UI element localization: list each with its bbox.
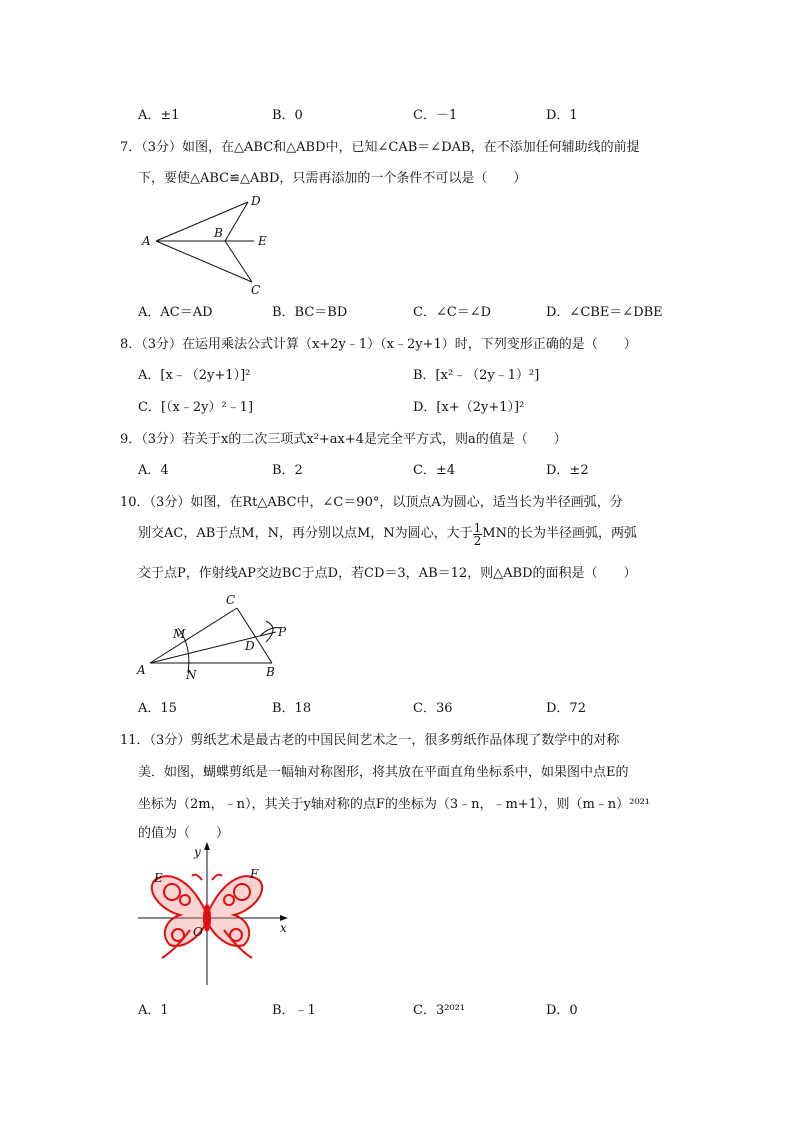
q9-option-d: D．±2 [546,463,589,478]
q10-figure [130,588,300,688]
q6-option-b: B．0 [272,108,303,123]
q11-option-b: B．﹣1 [272,1003,316,1018]
q10-stem-line3: 交于点P，作射线AP交边BC于点D，若CD＝3，AB＝12，则△ABD的面积是（ ） [138,566,637,581]
q9-stem: 9．（3分）若关于x的二次三项式x²+ax+4是完全平方式，则a的值是（ ） [120,432,567,447]
q7-label-a: A [142,234,151,248]
q10-fraction [473,522,483,547]
q8-option-a: A．[x﹣（2y+1）]² [138,368,251,383]
q11-stem-line3: 坐标为（2m，﹣n），其关于y轴对称的点F的坐标为（3﹣n，﹣m+1），则（m﹣n）²⁰²¹ [138,797,651,812]
q10-option-d: D．72 [546,701,586,716]
q7-stem-line1: 7．（3分）如图，在△ABC和△ABD中，已知∠CAB＝∠DAB，在不添加任何辅助线的前提 [120,140,640,155]
q8-option-c: C．[（x﹣2y）²﹣1] [138,400,254,415]
q6-option-d: D．1 [546,108,578,123]
q7-label-e: E [258,234,267,248]
q11-option-c: C．3²⁰²¹ [413,1003,466,1018]
q11-stem-line2: 美．如图，蝴蝶剪纸是一幅轴对称图形，将其放在平面直角坐标系中，如果图中点E的 [138,765,629,780]
q10-label-p: P [278,625,287,639]
q9-option-b: B．2 [272,463,303,478]
q10-label-a: A [137,663,146,677]
q8-stem: 8．（3分）在运用乘法公式计算（x+2y﹣1）（x﹣2y+1）时，下列变形正确的是（ ） [120,337,637,352]
q11-label-e: E [154,871,163,885]
q7-figure [130,190,280,295]
q10-label-n: N [186,668,197,682]
q8-option-d: D．[x+（2y+1）]² [413,400,525,415]
q10-stem-line1: 10．（3分）如图，在Rt△ABC中，∠C＝90°，以顶点A为圆心，适当长为半径画弧，分 [120,495,623,510]
q7-label-d: D [251,194,261,208]
q10-label-d: D [245,639,255,653]
q9-option-a: A．4 [138,463,169,478]
q10-label-c: C [226,593,236,607]
q11-label-o: O [193,925,203,939]
q10-frac-den: 2 [473,534,482,548]
q11-stem-line1: 11．（3分）剪纸艺术是最古老的中国民间艺术之一，很多剪纸作品体现了数学中的对称 [120,733,620,748]
q10-option-c: C．36 [413,701,453,716]
q7-option-b: B．BC＝BD [272,305,348,320]
q10-frac-num: 1 [473,521,482,535]
q7-label-b: B [214,226,223,240]
q10-label-b: B [266,665,275,679]
q6-option-a: A．±1 [138,108,180,123]
q11-label-f: F [250,867,259,881]
q11-label-y: y [194,845,201,859]
q6-option-c: C．－1 [413,108,458,123]
q7-option-a: A．AC＝AD [138,305,213,320]
q7-stem-line2: 下，要使△ABC≌△ABD，只需再添加的一个条件不可以是（ ） [138,171,527,186]
q10-stem-line2 [138,522,637,547]
q11-option-d: D．0 [546,1003,578,1018]
q7-label-c: C [251,283,261,295]
q7-option-c: C．∠C＝∠D [413,305,492,320]
q10-stem-line2-a: 别交AC，AB于点M，N，再分别以点M，N为圆心，大于 [138,526,473,541]
q10-option-a: A．15 [138,701,177,716]
q11-label-x: x [280,921,287,935]
q7-option-d: D．∠CBE＝∠DBE [546,305,663,320]
q10-stem-line2-b: MN的长为半径画弧，两弧 [482,526,637,541]
q9-option-c: C．±4 [413,463,456,478]
q11-option-a: A．1 [138,1003,169,1018]
q11-figure [130,840,300,990]
q8-option-b: B．[x²﹣（2y﹣1）²] [413,368,540,383]
q11-stem-line4: 的值为（ ） [138,826,230,841]
q10-option-b: B．18 [272,701,312,716]
q10-label-m: M [173,627,186,641]
